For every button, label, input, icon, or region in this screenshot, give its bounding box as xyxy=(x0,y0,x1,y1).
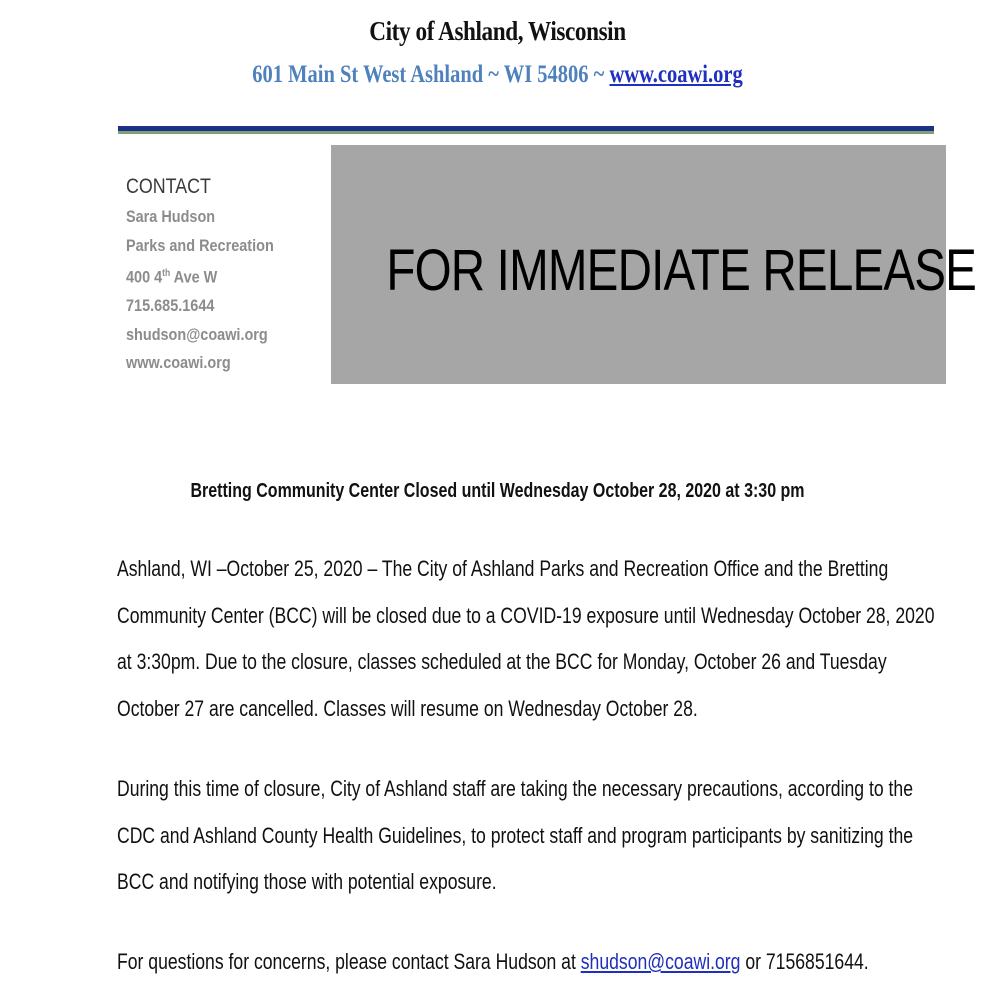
paragraph-line: CDC and Ashland County Health Guidelines, to protect staff and program participants by sanitizing the xyxy=(117,822,914,848)
contact-heading: CONTACT xyxy=(126,175,211,198)
release-banner-text: FOR IMMEDIATE RELEASE xyxy=(386,238,977,303)
contact-street: 400 4th Ave W xyxy=(126,267,218,287)
release-banner xyxy=(331,145,977,384)
letterhead-address xyxy=(90,61,906,89)
header-rule-green xyxy=(118,131,934,134)
contact-name: Sara Hudson xyxy=(126,207,216,226)
paragraph-line: Community Center (BCC) will be closed due to a COVID-19 exposure until Wednesday October 28, 2020 xyxy=(117,602,935,628)
paragraph-2 xyxy=(117,766,914,906)
website-link[interactable]: www.coawi.org xyxy=(609,61,743,88)
contact-website: www.coawi.org xyxy=(126,353,231,373)
paragraph-line: During this time of closure, City of Ashland staff are taking the necessary precautions, according to the xyxy=(117,776,914,801)
paragraph-3 xyxy=(117,939,869,986)
letterhead-title: City of Ashland, Wisconsin xyxy=(369,16,626,46)
paragraph-line: For questions for concerns, please contact Sara Hudson at shudson@coawi.org or 7156851644. xyxy=(117,949,869,974)
contact-phone: 715.685.1644 xyxy=(126,296,215,316)
contact-email: shudson@coawi.org xyxy=(126,324,268,344)
paragraph-line: October 27 are cancelled. Classes will resume on Wednesday October 28. xyxy=(117,695,698,721)
contact-department: Parks and Recreation xyxy=(126,235,274,255)
paragraph-line: at 3:30pm. Due to the closure, classes scheduled at the BCC for Monday, October 26 and Tuesday xyxy=(117,649,887,674)
contact-block xyxy=(126,174,296,378)
paragraph-line: Ashland, WI –October 25, 2020 – The City of Ashland Parks and Recreation Office and the Bretting xyxy=(117,556,889,581)
address-text: 601 Main St West Ashland ~ WI 54806 ~ xyxy=(252,61,610,88)
headline: Bretting Community Center Closed until Wednesday October 28, 2020 at 3:30 pm xyxy=(190,480,805,502)
email-link[interactable]: shudson@coawi.org xyxy=(580,949,741,974)
paragraph-line: BCC and notifying those with potential exposure. xyxy=(117,869,497,894)
paragraph-1 xyxy=(117,546,935,732)
